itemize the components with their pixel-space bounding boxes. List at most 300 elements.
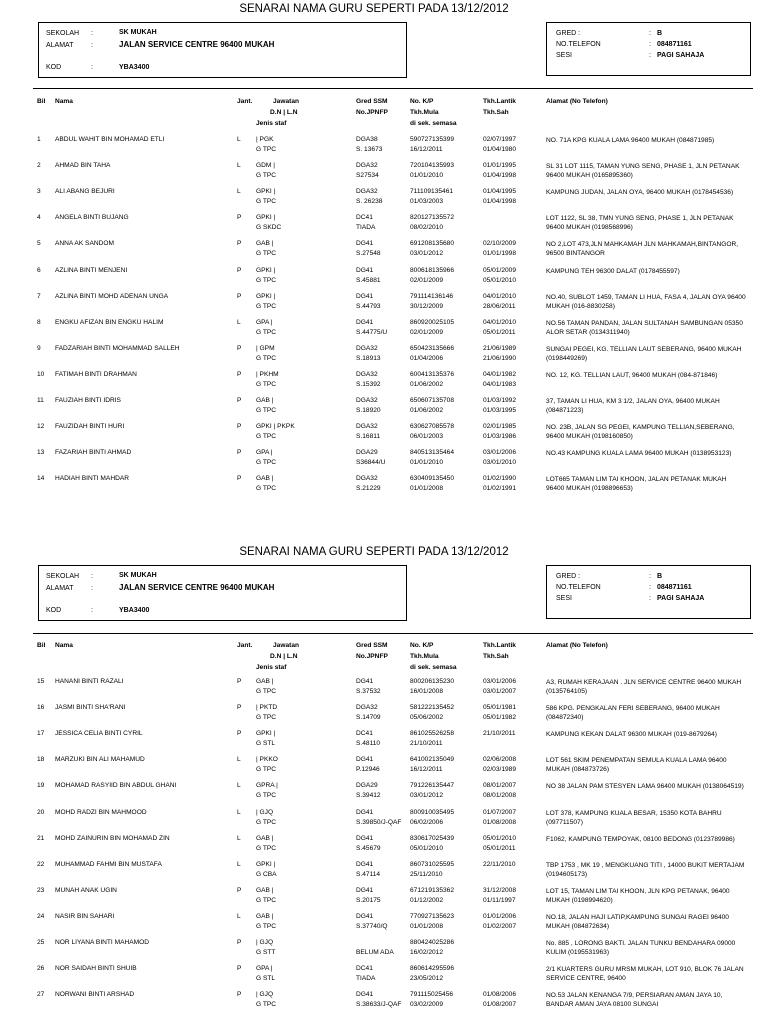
no-jpnfp: BELUM ADA bbox=[356, 949, 394, 956]
no-jpnfp: S.37740/Q bbox=[356, 922, 388, 930]
no-jpnfp: P.12946 bbox=[356, 766, 380, 774]
no-kp: 711109135461 bbox=[410, 188, 454, 196]
gred-ssm: DG41 bbox=[356, 756, 374, 764]
gred-ssm: DG41 bbox=[356, 886, 374, 894]
gred-ssm: DG41 bbox=[356, 240, 374, 248]
tkh-lantik: 01/07/2007 bbox=[483, 808, 517, 816]
table-row bbox=[0, 475, 768, 501]
row-number: 11 bbox=[37, 397, 44, 404]
no-jpnfp: S.27548 bbox=[356, 250, 381, 258]
kod-label: KOD bbox=[46, 607, 62, 614]
gender: P bbox=[237, 344, 242, 352]
gred-ssm: DGA32 bbox=[356, 475, 378, 483]
row-number: 15 bbox=[37, 678, 45, 685]
jawatan-dn-ln: GAB | bbox=[256, 678, 274, 685]
school-info-box: SEKOLAH : SK MUKAH ALAMAT : JALAN SERVICE CENTRE 96400 MUKAH KOD : YBA3400 bbox=[38, 565, 407, 621]
tkh-sah: 01/04/1998 bbox=[483, 198, 517, 206]
tkh-mula: 25/11/2010 bbox=[410, 870, 443, 878]
gred-ssm: DG41 bbox=[356, 318, 374, 326]
row-number: 25 bbox=[37, 939, 45, 946]
jenis-staf: G TPC bbox=[256, 896, 277, 904]
gred-ssm: DGA32 bbox=[356, 423, 378, 431]
no-jpnfp: S27534 bbox=[356, 172, 379, 180]
teacher-name: HANANI BINTI RAZALI bbox=[55, 678, 124, 685]
tkh-lantik: 02/06/2008 bbox=[483, 756, 517, 764]
no-jpnfp: S.48110 bbox=[356, 740, 381, 748]
table-row bbox=[0, 188, 768, 214]
row-number: 26 bbox=[37, 965, 45, 973]
no-jpnfp: S. 26238 bbox=[356, 198, 383, 206]
sesi-label: SESI bbox=[556, 52, 572, 59]
table-row bbox=[0, 371, 768, 397]
jawatan-dn-ln: | PKKO bbox=[256, 756, 278, 764]
tkh-sah: 01/02/1991 bbox=[483, 485, 517, 493]
alamat-value: JALAN SERVICE CENTRE 96400 MUKAH bbox=[119, 40, 275, 49]
telefon-value: 084871161 bbox=[657, 584, 692, 591]
gred-ssm: DG41 bbox=[356, 678, 374, 685]
row-number: 14 bbox=[37, 475, 45, 483]
tkh-sah: 01/03/1995 bbox=[483, 407, 517, 414]
gred-ssm: DG41 bbox=[356, 266, 374, 274]
no-jpnfp: TIADA bbox=[356, 975, 376, 983]
page-2 bbox=[0, 542, 768, 1024]
jawatan-dn-ln: GPKI | bbox=[256, 266, 276, 274]
gender: P bbox=[237, 704, 242, 712]
row-number: 6 bbox=[37, 266, 41, 274]
address: SL 31 LOT 1115, TAMAN YUNG SENG, PHASE 1, JLN PETANAK 96400 MUKAH (0165895360) bbox=[546, 163, 740, 180]
address: NO.53 JALAN KENANGA 7/9, PERSIARAN AMAN JAYA 10, BANDAR AMAN JAYA 08100 SUNGAI bbox=[546, 992, 723, 1009]
jenis-staf: G STT bbox=[256, 949, 276, 956]
address: NO. 71A KPG KUALA LAMA 96400 MUKAH (084871985) bbox=[546, 137, 715, 144]
row-number: 12 bbox=[37, 423, 45, 431]
jenis-staf: G TPC bbox=[256, 302, 277, 310]
kod-value: YBA3400 bbox=[119, 64, 150, 71]
teacher-name: FAZARIAH BINTI AHMAD bbox=[55, 449, 132, 457]
no-jpnfp: S.15392 bbox=[356, 380, 381, 388]
no-jpnfp: S.14709 bbox=[356, 714, 381, 722]
teacher-name: JASMI BINTI SHA'RANI bbox=[55, 704, 126, 712]
no-kp: 650423135666 bbox=[410, 344, 455, 352]
row-number: 24 bbox=[37, 912, 45, 920]
jawatan-dn-ln: GPKI | bbox=[256, 188, 276, 196]
table-row bbox=[0, 913, 768, 939]
no-jpnfp: S. 13673 bbox=[356, 146, 383, 153]
teacher-name: FAUZIAH BINTI IDRIS bbox=[55, 397, 121, 404]
row-number: 23 bbox=[37, 886, 45, 894]
kod-value: YBA3400 bbox=[119, 607, 150, 614]
tkh-mula: 01/03/2003 bbox=[410, 198, 444, 206]
gender: P bbox=[237, 730, 242, 738]
teacher-name: NOR LIYANA BINTI MAHAMOD bbox=[55, 939, 150, 946]
row-number: 13 bbox=[37, 449, 45, 457]
jawatan-dn-ln: | PKHM bbox=[256, 370, 279, 378]
tkh-mula: 02/01/2009 bbox=[410, 276, 444, 284]
no-jpnfp: S36844/U bbox=[356, 459, 386, 467]
page-title: SENARAI NAMA GURU SEPERTI PADA 13/12/2012 bbox=[239, 3, 509, 15]
gender: P bbox=[237, 423, 242, 431]
table-row bbox=[0, 214, 768, 240]
table-row bbox=[0, 991, 768, 1017]
table-row bbox=[0, 449, 768, 475]
no-jpnfp: S.20175 bbox=[356, 896, 381, 904]
table-row bbox=[0, 267, 768, 293]
teacher-name: AZLINA BINTI MENJENI bbox=[55, 266, 128, 274]
no-kp: 590727135399 bbox=[410, 136, 455, 143]
address: NO. 12, KG. TELLIAN LAUT, 96400 MUKAH (084-871846) bbox=[546, 371, 718, 379]
tkh-lantik: 02/01/1985 bbox=[483, 423, 517, 431]
address: LOT 378, KAMPUNG KUALA BESAR, 15350 KOTA BAHRU (097711507) bbox=[546, 809, 722, 826]
tkh-mula: 01/04/2006 bbox=[410, 354, 444, 362]
jawatan-dn-ln: GPRA | bbox=[256, 782, 278, 790]
gred-label: GRED : bbox=[556, 30, 581, 37]
tkh-sah: 01/11/1997 bbox=[483, 896, 516, 904]
table-row bbox=[0, 835, 768, 861]
gender: P bbox=[237, 370, 242, 378]
table-row bbox=[0, 345, 768, 371]
no-kp: 630627085578 bbox=[410, 423, 455, 431]
jenis-staf: G TPC bbox=[256, 714, 277, 722]
gred-label: GRED : bbox=[556, 573, 581, 580]
gred-ssm: DG41 bbox=[356, 991, 374, 999]
tkh-sah: 01/04/1998 bbox=[483, 172, 517, 180]
no-jpnfp: S.47114 bbox=[356, 870, 381, 878]
jenis-staf: G TPC bbox=[256, 250, 277, 258]
gender: P bbox=[237, 991, 242, 999]
address: SUNGAI PEGEI, KG. TELLIAN LAUT SEBERANG, 96400 MUKAH (0198449269) bbox=[546, 345, 742, 362]
table-row bbox=[0, 240, 768, 266]
gred-ssm: DC41 bbox=[356, 965, 373, 973]
sekolah-label: SEKOLAH bbox=[46, 573, 80, 580]
jenis-staf: G TPC bbox=[256, 485, 277, 493]
row-number: 17 bbox=[37, 730, 45, 738]
gred-ssm: DGA29 bbox=[356, 782, 378, 790]
teacher-name: ANNA AK SANDOM bbox=[55, 240, 114, 248]
jenis-staf: G CBA bbox=[256, 870, 277, 878]
tkh-sah: 01/04/1980 bbox=[483, 146, 517, 153]
tkh-mula: 30/12/2009 bbox=[410, 302, 444, 310]
jenis-staf: G TPC bbox=[256, 766, 277, 774]
gred-ssm: DG41 bbox=[356, 808, 374, 816]
jenis-staf: G TPC bbox=[256, 922, 277, 930]
gender: L bbox=[237, 188, 241, 196]
gender: P bbox=[237, 939, 242, 946]
address: 37, TAMAN LI HUA, KM 3 1/2, JALAN OYA, 96400 MUKAH (084871223) bbox=[546, 398, 720, 414]
sesi-value: PAGI SAHAJA bbox=[657, 595, 705, 602]
jawatan-dn-ln: | PKTD bbox=[256, 704, 278, 712]
tkh-sah: 05/01/2011 bbox=[483, 328, 516, 336]
table-row bbox=[0, 965, 768, 991]
no-jpnfp: TIADA bbox=[356, 224, 376, 232]
gender: P bbox=[237, 886, 242, 894]
no-kp: 581222135452 bbox=[410, 704, 455, 712]
jawatan-dn-ln: GPKI | bbox=[256, 730, 276, 738]
teacher-name: MARZUKI BIN ALI MAHAMUD bbox=[55, 756, 145, 764]
gred-value: B bbox=[657, 573, 663, 580]
no-kp: 861025526258 bbox=[410, 730, 455, 738]
no-jpnfp: S.45881 bbox=[356, 276, 381, 284]
no-kp: 650607135708 bbox=[410, 397, 455, 404]
jawatan-dn-ln: GPKI | PKPK bbox=[256, 423, 295, 431]
jenis-staf: G SKDC bbox=[256, 224, 282, 232]
jawatan-dn-ln: | GPM bbox=[256, 344, 275, 352]
tkh-sah: 05/01/2010 bbox=[483, 276, 517, 284]
no-jpnfp: S.39850/J-QAF bbox=[356, 818, 402, 826]
table-row bbox=[0, 756, 768, 782]
address: KAMPUNG JUDAN, JALAN OYA, 96400 MUKAH (0178454536) bbox=[546, 189, 734, 197]
table-row bbox=[0, 162, 768, 188]
tkh-lantik: 01/01/2006 bbox=[483, 912, 517, 920]
row-number: 16 bbox=[37, 704, 45, 712]
jawatan-dn-ln: GPKI | bbox=[256, 292, 276, 300]
tkh-lantik: 01/04/1995 bbox=[483, 188, 517, 196]
kod-label: KOD bbox=[46, 64, 62, 71]
gred-ssm: DGA32 bbox=[356, 162, 378, 170]
no-jpnfp: S.37532 bbox=[356, 688, 381, 695]
teacher-name: FADZARIAH BINTI MOHAMMAD SALLEH bbox=[55, 344, 180, 352]
row-number: 22 bbox=[37, 860, 45, 868]
gender: L bbox=[237, 162, 241, 170]
no-kp: 671219135362 bbox=[410, 886, 455, 894]
sekolah-label: SEKOLAH bbox=[46, 30, 80, 37]
tkh-mula: 21/10/2011 bbox=[410, 740, 443, 748]
table-row bbox=[0, 730, 768, 756]
tkh-sah: 04/01/1983 bbox=[483, 380, 517, 388]
table-row bbox=[0, 136, 768, 162]
gender: L bbox=[237, 912, 241, 920]
table-row bbox=[0, 704, 768, 730]
tkh-lantik: 03/01/2006 bbox=[483, 449, 517, 457]
gender: P bbox=[237, 240, 242, 248]
jenis-staf: G TPC bbox=[256, 146, 277, 153]
jenis-staf: G TPC bbox=[256, 688, 277, 695]
row-number: 2 bbox=[37, 162, 41, 170]
tkh-lantik: 01/02/1990 bbox=[483, 475, 517, 483]
jawatan-dn-ln: | GJQ bbox=[256, 808, 274, 816]
tkh-lantik: 03/01/2006 bbox=[483, 678, 517, 685]
jawatan-dn-ln: GPKI | bbox=[256, 860, 276, 868]
gender: L bbox=[237, 136, 241, 143]
tkh-mula: 01/06/2002 bbox=[410, 407, 444, 414]
tkh-mula: 01/01/2010 bbox=[410, 172, 444, 180]
telefon-value: 084871161 bbox=[657, 41, 692, 48]
alamat-value: JALAN SERVICE CENTRE 96400 MUKAH bbox=[119, 583, 275, 592]
gred-ssm: DG41 bbox=[356, 292, 374, 300]
tkh-mula: 03/01/2012 bbox=[410, 250, 444, 258]
no-jpnfp: S.44793 bbox=[356, 302, 381, 310]
address: LOT 561 SKIM PENEMPATAN SEMULA KUALA LAMA 96400 MUKAH (084873726) bbox=[546, 757, 727, 774]
gender: L bbox=[237, 318, 241, 326]
alamat-label: ALAMAT bbox=[46, 585, 74, 592]
tkh-sah: 01/02/2007 bbox=[483, 922, 517, 930]
tkh-mula: 03/02/2009 bbox=[410, 1001, 444, 1009]
jenis-staf: G STL bbox=[256, 975, 276, 983]
header-rule bbox=[33, 88, 753, 89]
address: 586 KPG. PENGKALAN FERI SEBERANG, 96400 MUKAH (084872340) bbox=[546, 705, 720, 722]
jawatan-dn-ln: GDM | bbox=[256, 162, 275, 170]
jenis-staf: G TPC bbox=[256, 354, 277, 362]
address: NO.43 KAMPUNG KUALA LAMA 96400 MUKAH (0138953123) bbox=[546, 450, 732, 458]
tkh-lantik: 21/06/1989 bbox=[483, 344, 517, 352]
no-jpnfp: S.18920 bbox=[356, 407, 381, 414]
jenis-staf: G TPC bbox=[256, 172, 277, 180]
tkh-mula: 02/01/2009 bbox=[410, 328, 444, 336]
gred-ssm: DGA32 bbox=[356, 188, 378, 196]
no-kp: 830617025439 bbox=[410, 834, 455, 842]
jawatan-dn-ln: | GJQ bbox=[256, 939, 274, 946]
tkh-lantik: 01/03/1992 bbox=[483, 397, 517, 404]
tkh-lantik: 31/12/2008 bbox=[483, 886, 517, 894]
gender: P bbox=[237, 397, 242, 404]
address: LOT 1122, SL 38, TMN YUNG SENG, PHASE 1, JLN PETANAK 96400 MUKAH (0198568996) bbox=[546, 215, 734, 232]
jenis-staf: G TPC bbox=[256, 1001, 277, 1009]
jenis-staf: G TPC bbox=[256, 792, 277, 800]
tkh-sah: 01/01/1998 bbox=[483, 250, 517, 258]
no-kp: 791115025456 bbox=[410, 991, 454, 999]
gender: P bbox=[237, 965, 242, 973]
teacher-name: ABDUL WAHIT BIN MOHAMAD ETLI bbox=[55, 136, 165, 143]
sesi-value: PAGI SAHAJA bbox=[657, 52, 705, 59]
tkh-sah: 08/01/2008 bbox=[483, 792, 517, 800]
row-number: 21 bbox=[37, 834, 45, 842]
jawatan-dn-ln: GAB | bbox=[256, 886, 274, 894]
address: KAMPUNG KEKAN DALAT 96300 MUKAH (019-8679264) bbox=[546, 731, 717, 739]
no-kp: 770927135623 bbox=[410, 912, 455, 920]
header-rule bbox=[33, 633, 753, 634]
gred-ssm: DGA38 bbox=[356, 136, 378, 143]
gender: P bbox=[237, 266, 242, 274]
no-jpnfp: S.18913 bbox=[356, 354, 381, 362]
tkh-sah: 05/01/2011 bbox=[483, 844, 516, 852]
address: LOT665 TAMAN LIM TAI KHOON, JALAN PETANAK MUKAH 96400 MUKAH (0198896653) bbox=[546, 476, 727, 493]
gred-ssm: DGA32 bbox=[356, 370, 378, 378]
gred-ssm: DC41 bbox=[356, 730, 373, 738]
jawatan-dn-ln: GPA | bbox=[256, 965, 273, 973]
tkh-mula: 23/05/2012 bbox=[410, 975, 444, 983]
tkh-mula: 16/12/2011 bbox=[410, 146, 443, 153]
tkh-mula: 01/01/2008 bbox=[410, 485, 444, 493]
teacher-name: MOHAMAD RASYIID BIN ABDUL GHANI bbox=[55, 782, 177, 790]
tkh-lantik: 01/01/1995 bbox=[483, 162, 517, 170]
tkh-lantik: 02/07/1997 bbox=[483, 136, 517, 143]
tkh-sah: 28/06/2011 bbox=[483, 302, 516, 310]
teacher-name: AHMAD BIN TAHA bbox=[55, 162, 111, 170]
tkh-lantik: 21/10/2011 bbox=[483, 730, 516, 738]
jawatan-dn-ln: GPA | bbox=[256, 449, 273, 457]
sekolah-value: SK MUKAH bbox=[119, 572, 157, 579]
row-number: 27 bbox=[37, 991, 45, 999]
row-number: 5 bbox=[37, 240, 41, 248]
teacher-name: ALI ABANG BEJURI bbox=[55, 188, 115, 196]
table-row bbox=[0, 809, 768, 835]
no-kp: 600413135376 bbox=[410, 370, 455, 378]
tkh-lantik: 04/01/1982 bbox=[483, 370, 517, 378]
table-row bbox=[0, 782, 768, 808]
no-jpnfp: S.21229 bbox=[356, 485, 381, 493]
no-kp: 840513135464 bbox=[410, 449, 455, 457]
teacher-name: MOHD ZAINURIN BIN MOHAMAD ZIN bbox=[55, 834, 170, 842]
tkh-mula: 05/01/2010 bbox=[410, 844, 444, 852]
tkh-mula: 16/02/2012 bbox=[410, 949, 444, 956]
no-jpnfp: S.45679 bbox=[356, 844, 381, 852]
tkh-sah: 21/06/1990 bbox=[483, 354, 517, 362]
row-number: 10 bbox=[37, 370, 45, 378]
table-row bbox=[0, 861, 768, 887]
no-kp: 800206135230 bbox=[410, 678, 455, 685]
no-kp: 791114136146 bbox=[410, 292, 454, 300]
row-number: 19 bbox=[37, 782, 45, 790]
teacher-name: MUNAH ANAK UGIN bbox=[55, 886, 117, 894]
jawatan-dn-ln: GAB | bbox=[256, 834, 274, 842]
no-jpnfp: S.39412 bbox=[356, 792, 381, 800]
tkh-mula: 01/12/2002 bbox=[410, 896, 444, 904]
jawatan-dn-ln: | PGK bbox=[256, 136, 274, 143]
tkh-sah: 03/01/2007 bbox=[483, 688, 517, 695]
no-kp: 720104135993 bbox=[410, 162, 455, 170]
gred-ssm: DGA32 bbox=[356, 344, 378, 352]
no-kp: 791226135447 bbox=[410, 782, 455, 790]
address: NO.56 TAMAN PANDAN, JALAN SULTANAH SAMBUNGAN 05350 ALOR SETAR (0134311940) bbox=[546, 319, 743, 336]
table-header: Bil Nama Jant. Jawatan D.N | L.N Jenis staf Gred SSM No.JPNFP No. K/P Tkh.Mula di sek. semasa Tkh.Lantik Tkh.Sah Alamat (No Telefon) bbox=[37, 98, 608, 127]
row-number: 18 bbox=[37, 756, 45, 764]
no-kp: 630409135450 bbox=[410, 475, 455, 483]
table-row bbox=[0, 423, 768, 449]
no-kp: 820127135572 bbox=[410, 214, 455, 222]
address: KAMPUNG TEH 96300 DALAT (0178455597) bbox=[546, 267, 680, 275]
school-contact-box: GRED : : B NO.TELEFON : 084871161 SESI : PAGI SAHAJA bbox=[546, 22, 751, 76]
no-jpnfp: S.16811 bbox=[356, 433, 381, 441]
gred-ssm: DGA32 bbox=[356, 704, 378, 712]
row-number: 3 bbox=[37, 188, 41, 196]
jawatan-dn-ln: GPA | bbox=[256, 318, 273, 326]
jawatan-dn-ln: GAB | bbox=[256, 397, 274, 404]
alamat-label: ALAMAT bbox=[46, 42, 74, 49]
gender: L bbox=[237, 860, 241, 868]
tkh-lantik: 05/01/2010 bbox=[483, 834, 517, 842]
gender: L bbox=[237, 756, 241, 764]
row-number: 4 bbox=[37, 214, 41, 222]
jenis-staf: G STL bbox=[256, 740, 276, 748]
address: NO 2,LOT 473,JLN MAHKAMAH JLN MAHKAMAH,BINTANGOR, 96500 BINTANGOR bbox=[546, 241, 739, 258]
gender: P bbox=[237, 475, 242, 483]
no-kp: 860614295596 bbox=[410, 965, 455, 973]
row-number: 7 bbox=[37, 292, 41, 300]
jenis-staf: G TPC bbox=[256, 380, 277, 388]
tkh-lantik: 05/01/1981 bbox=[483, 704, 517, 712]
tkh-mula: 05/06/2002 bbox=[410, 714, 444, 722]
address: TBP 1753 , MK 19 , MENGKUANG TITI , 14000 BUKIT MERTAJAM (0194605173) bbox=[546, 861, 745, 878]
tkh-sah: 03/01/2010 bbox=[483, 459, 517, 467]
gred-ssm: DG41 bbox=[356, 834, 374, 842]
table-header: Bil Nama Jant. Jawatan D.N | L.N Jenis staf Gred SSM No.JPNFP No. K/P Tkh.Mula di sek. semasa Tkh.Lantik Tkh.Sah Alamat (No Telefon) bbox=[37, 642, 608, 671]
teacher-name: NORWANI BINTI ARSHAD bbox=[55, 991, 135, 999]
tkh-lantik: 04/01/2010 bbox=[483, 318, 517, 326]
gender: P bbox=[237, 449, 242, 457]
row-number: 9 bbox=[37, 344, 41, 352]
teacher-name: AZLINA BINTI MOHD ADENAN UNGA bbox=[55, 292, 169, 300]
teacher-name: ENGKU AFIZAN BIN ENGKU HALIM bbox=[55, 318, 164, 326]
address: NO.18, JALAN HAJI LATIP,KAMPUNG SUNGAI RAGEI 96400 MUKAH (084872634) bbox=[546, 913, 729, 930]
address: NO. 23B, JALAN SG PEGEI, KAMPUNG TELLIAN,SEBERANG, 96400 MUKAH (0198160850) bbox=[546, 424, 735, 441]
jenis-staf: G TPC bbox=[256, 198, 277, 206]
telefon-label: NO.TELEFON bbox=[556, 584, 601, 591]
tkh-mula: 16/01/2008 bbox=[410, 688, 444, 695]
table-row bbox=[0, 887, 768, 913]
jenis-staf: G TPC bbox=[256, 407, 277, 414]
gender: P bbox=[237, 214, 242, 222]
tkh-sah: 05/01/1982 bbox=[483, 714, 517, 722]
address: F1062, KAMPUNG TEMPOYAK, 08100 BEDONG (0123789986) bbox=[546, 835, 735, 843]
address: LOT 15, TAMAN LIM TAI KHOON, JLN KPG PETANAK, 96400 MUKAH (0198994620) bbox=[546, 887, 730, 904]
